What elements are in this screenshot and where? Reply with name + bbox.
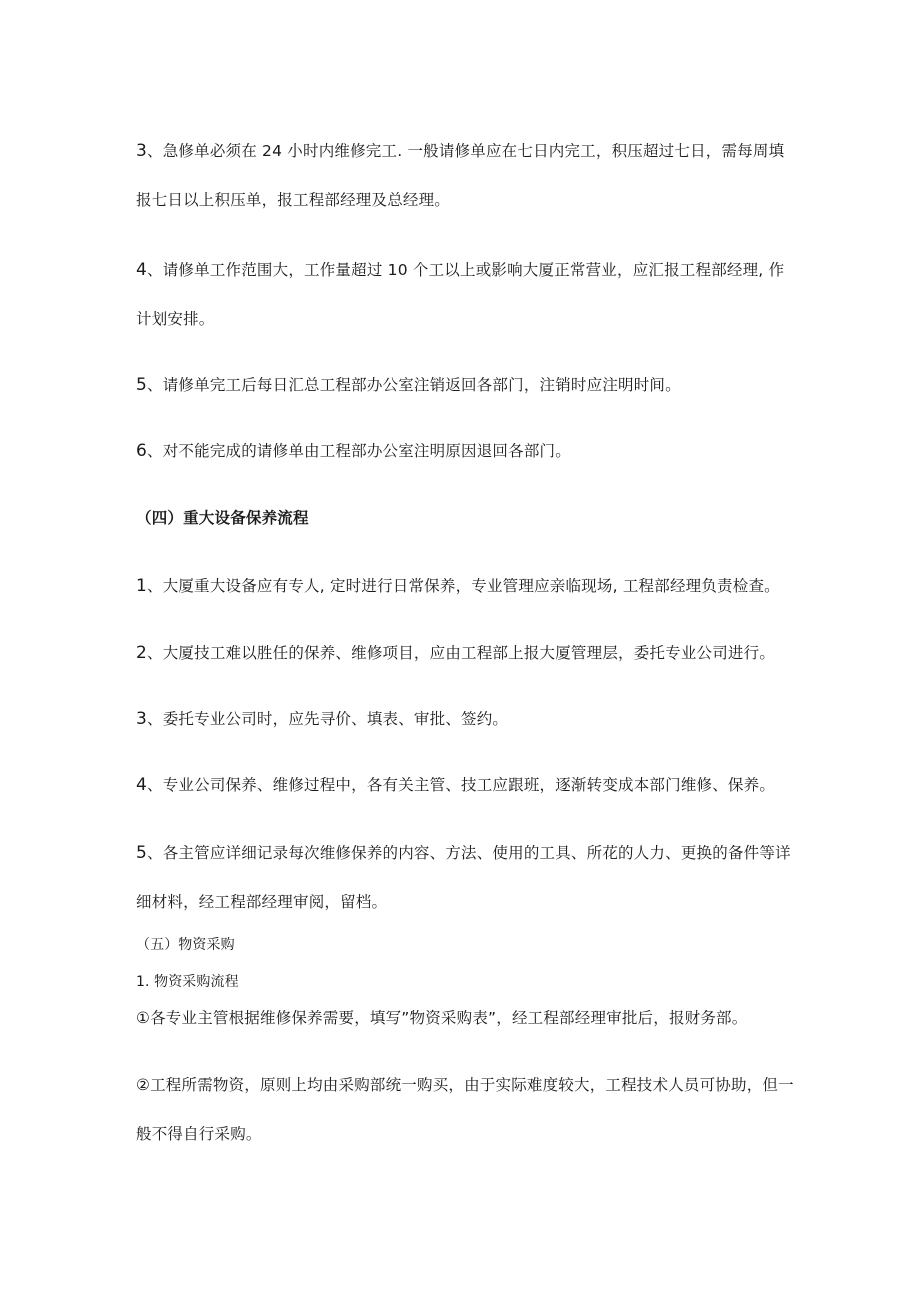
item-text: 、专业公司保养、维修过程中，各有关主管、技工应跟班，逐渐转变成本部门维修、保养。 [147,776,776,794]
item-text: 、大厦技工难以胜任的保养、维修项目，应由工程部上报大厦管理层，委托专业公司进行。 [147,644,776,662]
item-number: 3 [136,141,148,161]
section-4-item-2 [136,643,775,663]
section-4-item-5-line-2: 细材料，经工程部经理审阅，留档。 [136,893,388,911]
paragraph-4-line-2: 计划安排。 [136,310,215,328]
item-number: 5 [136,843,148,863]
section-4-item-4 [136,775,775,795]
paragraph-5-line-1 [136,375,681,395]
section-5-heading: （五）物资采购 [136,937,235,953]
item-text: 、各主管应详细记录每次维修保养的内容、方法、使用的工具、所花的人力、更换的备件等详 [147,844,791,862]
paragraph-3-line-2: 报七日以上积压单，报工程部经理及总经理。 [136,191,451,209]
item-text: 、大厦重大设备应有专人, 定时进行日常保养，专业管理应亲临现场, 工程部经理负责检查。 [147,577,780,595]
section-4-item-5 [136,843,791,863]
paragraph-text: 、对不能完成的请修单由工程部办公室注明原因退回各部门。 [147,442,571,460]
paragraph-text: 、请修单完工后每日汇总工程部办公室注销返回各部门，注销时应注明时间。 [147,376,681,394]
item-number: 4 [136,260,148,280]
paragraph-3-line-1 [136,141,784,161]
paragraph-text: 、急修单必须在 24 小时内维修完工. 一般请修单应在七日内完工，积压超过七日，需每周填 [147,142,785,160]
item-number: 6 [136,441,148,461]
paragraph-6-line-1 [136,441,571,461]
paragraph-4-line-1 [136,260,784,280]
section-5-item-2-line-2: 般不得自行采购。 [136,1125,262,1143]
section-4-item-1 [136,576,780,596]
item-number: 2 [136,643,148,663]
paragraph-text: 、请修单工作范围大，工作量超过 10 个工以上或影响大厦正常营业，应汇报工程部经理, 作 [147,261,785,279]
section-5-subtitle: 1. 物资采购流程 [136,974,239,990]
item-number: 3 [136,709,148,729]
section-5-item-2-line-1: ②工程所需物资，原则上均由采购部统一购买，由于实际难度较大，工程技术人员可协助，但一 [136,1076,794,1094]
section-4-heading: （四）重大设备保养流程 [136,509,309,527]
item-number: 4 [136,775,148,795]
item-number: 1 [136,576,148,596]
section-4-item-3 [136,709,508,729]
item-number: 5 [136,375,148,395]
section-5-item-1: ①各专业主管根据维修保养需要，填写”物资采购表”，经工程部经理审批后，报财务部。 [136,1009,748,1027]
item-text: 、委托专业公司时，应先寻价、填表、审批、签约。 [147,710,509,728]
